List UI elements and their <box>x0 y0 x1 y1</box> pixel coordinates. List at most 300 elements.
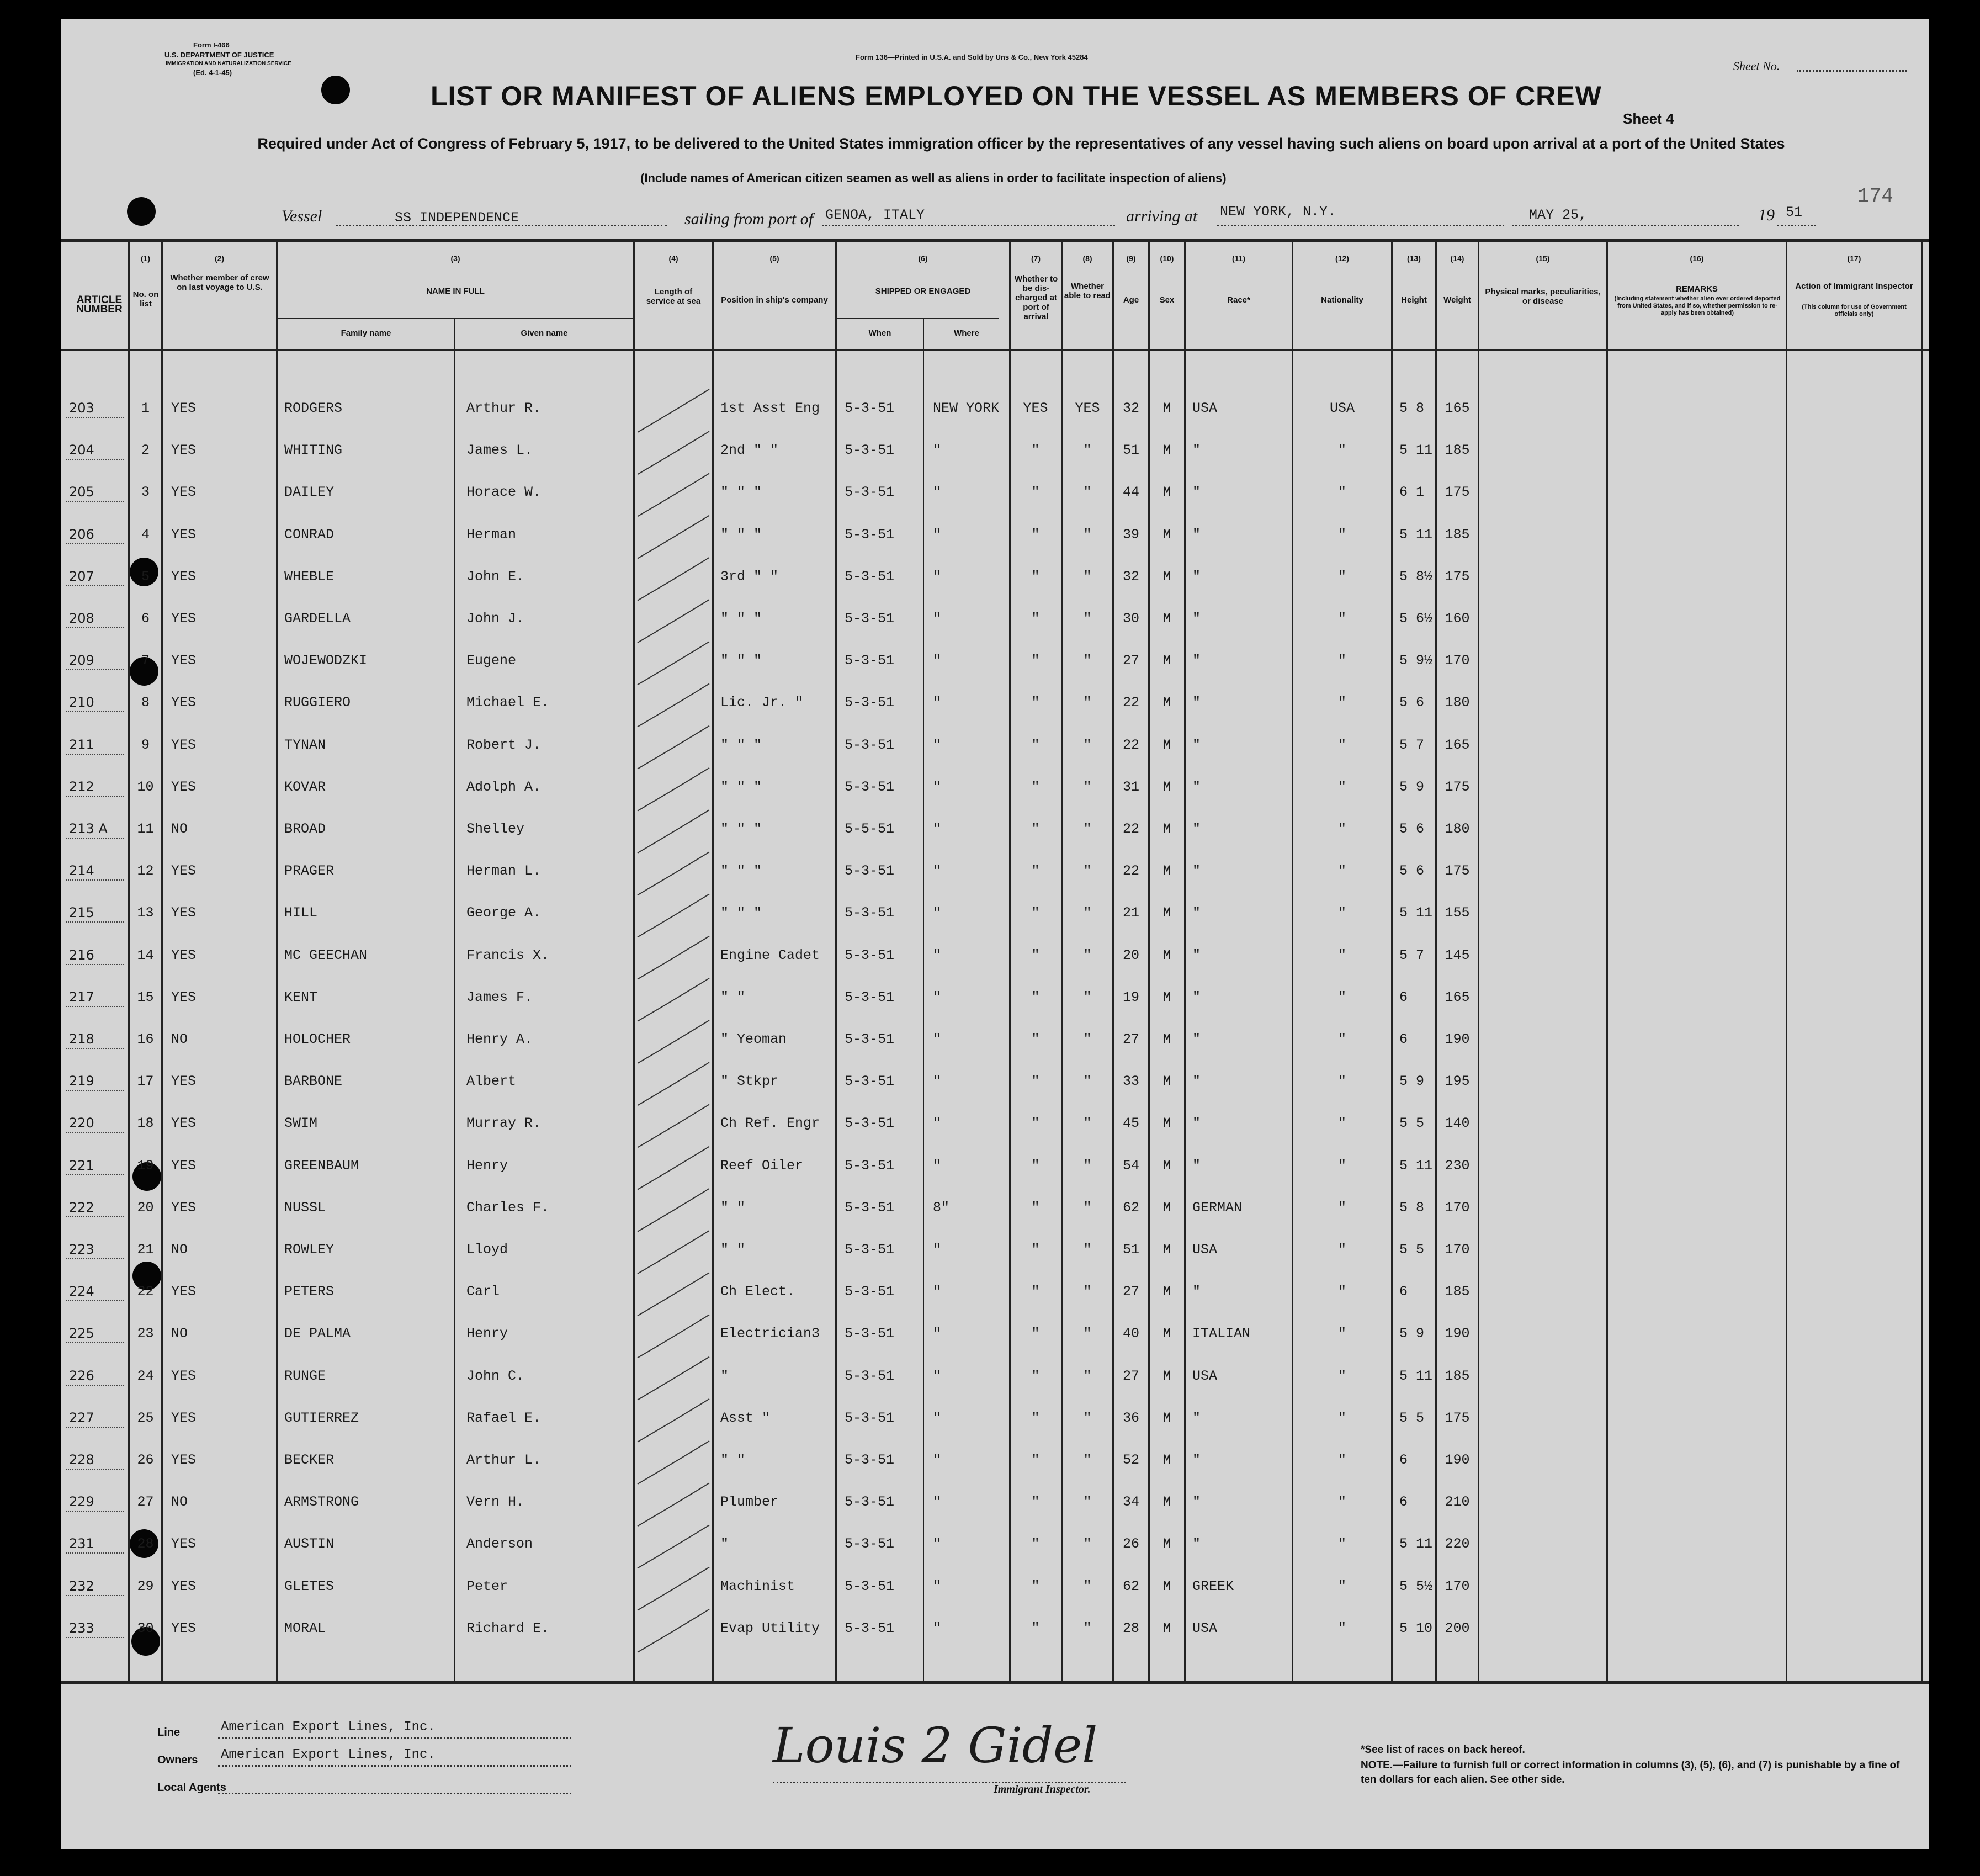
weight-cell: 165 <box>1445 736 1470 753</box>
sex-cell: M <box>1162 1578 1171 1594</box>
position-cell: 1st Asst Eng <box>720 400 820 416</box>
height-cell: 5 9 <box>1399 1073 1425 1090</box>
given-name-cell: Horace W. <box>466 484 542 501</box>
position-cell: Plumber <box>720 1494 779 1511</box>
row-rule <box>66 1469 124 1470</box>
weight-cell: 185 <box>1445 526 1470 543</box>
shipped-where-cell: " <box>933 989 942 1005</box>
age-cell: 52 <box>1122 1452 1139 1468</box>
header-col12-num: (12) <box>1335 254 1349 263</box>
height-cell: 5 7 <box>1399 947 1425 963</box>
shipped-when-cell: 5-3-51 <box>845 611 895 627</box>
row-rule <box>66 543 124 544</box>
given-name-cell: Herman L. <box>466 863 542 879</box>
line-value: American Export Lines, Inc. <box>221 1720 436 1735</box>
service-tick <box>638 1315 709 1358</box>
family-name-cell: HILL <box>284 905 318 921</box>
height-cell: 5 5½ <box>1399 1578 1433 1594</box>
discharged-cell: " <box>1031 1620 1040 1636</box>
shipped-when-cell: 5-3-51 <box>845 442 895 459</box>
header-sex: Sex <box>1159 295 1175 305</box>
shipped-where-cell: " <box>933 653 942 669</box>
discharged-cell: " <box>1031 1031 1040 1047</box>
weight-cell: 210 <box>1445 1494 1470 1511</box>
family-name-cell: GUTIERREZ <box>284 1409 359 1426</box>
shipped-where-cell: " <box>933 1284 942 1300</box>
age-cell: 33 <box>1122 1073 1139 1090</box>
able-to-read-cell: " <box>1083 821 1092 837</box>
race-cell: USA <box>1192 400 1218 416</box>
able-to-read-cell: " <box>1083 1368 1092 1384</box>
row-rule <box>66 1637 124 1638</box>
service-tick <box>638 1441 709 1484</box>
nationality-cell: " <box>1337 1620 1346 1636</box>
weight-cell: 170 <box>1445 1242 1470 1258</box>
discharged-cell: " <box>1031 1578 1040 1594</box>
discharged-cell: " <box>1031 611 1040 627</box>
discharged-cell: " <box>1031 568 1040 585</box>
family-name-cell: SWIM <box>284 1115 318 1132</box>
age-cell: 51 <box>1122 442 1139 459</box>
article-number-cell: 210 <box>69 695 94 711</box>
age-cell: 19 <box>1122 989 1139 1005</box>
age-cell: 27 <box>1122 1368 1139 1384</box>
shipped-where-cell: " <box>933 1031 942 1047</box>
header-col15-num: (15) <box>1536 254 1550 263</box>
service-tick <box>638 1189 709 1232</box>
agents-field <box>218 1793 571 1794</box>
shipped-when-cell: 5-3-51 <box>845 989 895 1005</box>
list-number-cell: 4 <box>141 526 150 543</box>
able-to-read-cell: " <box>1083 1157 1092 1174</box>
races-note: *See list of races on back hereof. <box>1361 1744 1525 1756</box>
family-name-cell: PRAGER <box>284 863 335 879</box>
list-number-cell: 15 <box>137 989 154 1005</box>
given-name-cell: Anderson <box>466 1536 533 1552</box>
shipped-when-cell: 5-3-51 <box>845 1368 895 1384</box>
service-tick <box>638 516 709 559</box>
age-cell: 22 <box>1122 695 1139 711</box>
age-cell: 20 <box>1122 947 1139 963</box>
shipped-where-cell: " <box>933 778 942 795</box>
height-cell: 6 <box>1399 1494 1408 1511</box>
position-cell: " " <box>720 1199 746 1216</box>
list-number-cell: 26 <box>137 1452 154 1468</box>
article-number-cell: 226 <box>69 1368 94 1384</box>
sex-cell: M <box>1162 1073 1171 1090</box>
list-number-cell: 28 <box>137 1536 154 1552</box>
family-name-cell: RODGERS <box>284 400 343 416</box>
weight-cell: 165 <box>1445 400 1470 416</box>
weight-cell: 195 <box>1445 1073 1470 1090</box>
vessel-name: SS INDEPENDENCE <box>395 210 519 226</box>
sex-cell: M <box>1162 1620 1171 1636</box>
shipped-when-cell: 5-5-51 <box>845 821 895 837</box>
service-tick <box>638 473 709 516</box>
able-to-read-cell: " <box>1083 989 1092 1005</box>
row-rule <box>66 1174 124 1175</box>
given-name-cell: Francis X. <box>466 947 550 963</box>
form-id: Form I-466 <box>193 41 230 49</box>
previous-voyage-cell: YES <box>171 526 197 543</box>
nationality-cell: " <box>1337 736 1346 753</box>
height-cell: 5 10 <box>1399 1620 1433 1636</box>
service-tick <box>638 1399 709 1442</box>
discharged-cell: " <box>1031 1326 1040 1342</box>
nationality-cell: " <box>1337 778 1346 795</box>
discharged-cell: " <box>1031 947 1040 963</box>
given-name-cell: John J. <box>466 611 525 627</box>
nationality-cell: " <box>1337 1326 1346 1342</box>
article-number-cell: 214 <box>69 863 94 879</box>
position-cell: Machinist <box>720 1578 795 1594</box>
position-cell: " <box>720 1536 729 1552</box>
discharged-cell: " <box>1031 442 1040 459</box>
previous-voyage-cell: NO <box>171 1494 188 1511</box>
given-name-cell: Henry <box>466 1326 508 1342</box>
previous-voyage-cell: YES <box>171 905 197 921</box>
shipped-where-cell: " <box>933 863 942 879</box>
list-number-cell: 30 <box>137 1620 154 1636</box>
previous-voyage-cell: YES <box>171 442 197 459</box>
shipped-when-cell: 5-3-51 <box>845 1452 895 1468</box>
weight-cell: 140 <box>1445 1115 1470 1132</box>
nationality-cell: " <box>1337 695 1346 711</box>
previous-voyage-cell: YES <box>171 1452 197 1468</box>
manifest-sheet <box>61 19 1929 1849</box>
family-name-cell: BROAD <box>284 821 326 837</box>
able-to-read-cell: " <box>1083 905 1092 921</box>
shipped-where-cell: " <box>933 1242 942 1258</box>
race-cell: " <box>1192 611 1201 627</box>
position-cell: " " <box>720 1452 746 1468</box>
discharged-cell: " <box>1031 1494 1040 1511</box>
race-cell: GERMAN <box>1192 1199 1243 1216</box>
given-name-cell: James F. <box>466 989 533 1005</box>
list-number-cell: 10 <box>137 778 154 795</box>
discharged-cell: " <box>1031 695 1040 711</box>
shipped-where-cell: " <box>933 1494 942 1511</box>
inspector-signature: Louis 2 Gidel <box>773 1717 1098 1774</box>
previous-voyage-cell: YES <box>171 1284 197 1300</box>
weight-cell: 200 <box>1445 1620 1470 1636</box>
discharged-cell: " <box>1031 1284 1040 1300</box>
list-number-cell: 22 <box>137 1284 154 1300</box>
age-cell: 27 <box>1122 1031 1139 1047</box>
sex-cell: M <box>1162 1199 1171 1216</box>
race-cell: " <box>1192 863 1201 879</box>
able-to-read-cell: " <box>1083 484 1092 501</box>
race-cell: " <box>1192 1284 1201 1300</box>
given-name-cell: Arthur R. <box>466 400 542 416</box>
header-when: When <box>868 328 891 338</box>
position-cell: Ch Ref. Engr <box>720 1115 820 1132</box>
nationality-cell: " <box>1337 905 1346 921</box>
sheet-number: Sheet 4 <box>1623 110 1674 127</box>
race-cell: " <box>1192 1073 1201 1090</box>
list-number-cell: 14 <box>137 947 154 963</box>
article-number-cell: 229 <box>69 1494 94 1510</box>
age-cell: 32 <box>1122 400 1139 416</box>
discharged-cell: " <box>1031 905 1040 921</box>
header-col2-num: (2) <box>214 254 225 263</box>
previous-voyage-cell: YES <box>171 695 197 711</box>
shipped-when-cell: 5-3-51 <box>845 1157 895 1174</box>
article-number-cell: 213 A <box>69 821 108 836</box>
given-name-cell: Richard E. <box>466 1620 550 1636</box>
given-name-cell: Adolph A. <box>466 778 542 795</box>
article-number-cell: 222 <box>69 1199 94 1215</box>
race-cell: " <box>1192 568 1201 585</box>
header-col9-num: (9) <box>1126 254 1136 263</box>
header-col6-num: (6) <box>918 254 928 263</box>
shipped-where-cell: " <box>933 442 942 459</box>
able-to-read-cell: " <box>1083 1536 1092 1552</box>
family-name-cell: WHITING <box>284 442 343 459</box>
position-cell: " " <box>720 1242 746 1258</box>
nationality-cell: " <box>1337 1031 1346 1047</box>
age-cell: 62 <box>1122 1578 1139 1594</box>
height-cell: 6 <box>1399 1452 1408 1468</box>
port-from: GENOA, ITALY <box>825 207 925 223</box>
shipped-where-cell: " <box>933 1452 942 1468</box>
list-number-cell: 27 <box>137 1494 154 1511</box>
line-field <box>218 1737 571 1739</box>
weight-cell: 175 <box>1445 484 1470 501</box>
discharged-cell: " <box>1031 863 1040 879</box>
discharged-cell: " <box>1031 1409 1040 1426</box>
nationality-cell: " <box>1337 1242 1346 1258</box>
family-name-cell: KENT <box>284 989 318 1005</box>
shipped-when-cell: 5-3-51 <box>845 778 895 795</box>
position-cell: " " " <box>720 653 762 669</box>
shipped-when-cell: 5-3-51 <box>845 1031 895 1047</box>
position-cell: 3rd " " <box>720 568 779 585</box>
given-name-cell: Shelley <box>466 821 525 837</box>
discharged-cell: " <box>1031 526 1040 543</box>
row-rule <box>66 1258 124 1259</box>
able-to-read-cell: " <box>1083 695 1092 711</box>
able-to-read-cell: " <box>1083 1578 1092 1594</box>
height-cell: 5 6 <box>1399 695 1425 711</box>
nationality-cell: " <box>1337 1578 1346 1594</box>
shipped-where-cell: " <box>933 1536 942 1552</box>
height-cell: 5 11 <box>1399 526 1433 543</box>
row-rule <box>66 879 124 881</box>
header-shipped: SHIPPED OR ENGAGED <box>875 287 971 296</box>
owners-field <box>218 1765 571 1767</box>
service-tick <box>638 1525 709 1568</box>
age-cell: 45 <box>1122 1115 1139 1132</box>
family-name-cell: HOLOCHER <box>284 1031 351 1047</box>
able-to-read-cell: " <box>1083 1284 1092 1300</box>
sex-cell: M <box>1162 1494 1171 1511</box>
able-to-read-cell: YES <box>1075 400 1100 416</box>
height-cell: 6 <box>1399 1031 1408 1047</box>
height-cell: 6 <box>1399 1284 1408 1300</box>
sheet-no-label: Sheet No. <box>1733 59 1780 73</box>
position-cell: " " " <box>720 821 762 837</box>
service-tick <box>638 810 709 853</box>
position-cell: " " " <box>720 526 762 543</box>
race-cell: " <box>1192 695 1201 711</box>
nationality-cell: " <box>1337 1157 1346 1174</box>
header-race: Race* <box>1227 295 1250 305</box>
race-cell: " <box>1192 905 1201 921</box>
shipped-when-cell: 5-3-51 <box>845 1284 895 1300</box>
position-cell: 2nd " " <box>720 442 779 459</box>
height-cell: 5 11 <box>1399 905 1433 921</box>
sex-cell: M <box>1162 1409 1171 1426</box>
race-cell: " <box>1192 526 1201 543</box>
age-cell: 36 <box>1122 1409 1139 1426</box>
nationality-cell: " <box>1337 1073 1346 1090</box>
race-cell: " <box>1192 653 1201 669</box>
header-weight: Weight <box>1443 295 1471 305</box>
list-number-cell: 9 <box>141 736 150 753</box>
sex-cell: M <box>1162 863 1171 879</box>
service-tick <box>638 642 709 685</box>
race-cell: " <box>1192 1115 1201 1132</box>
weight-cell: 190 <box>1445 1326 1470 1342</box>
race-cell: " <box>1192 821 1201 837</box>
height-cell: 5 11 <box>1399 1157 1433 1174</box>
position-cell: " " " <box>720 863 762 879</box>
given-name-cell: John C. <box>466 1368 525 1384</box>
shipped-when-cell: 5-3-51 <box>845 1578 895 1594</box>
age-cell: 39 <box>1122 526 1139 543</box>
position-cell: Evap Utility <box>720 1620 820 1636</box>
sex-cell: M <box>1162 821 1171 837</box>
nationality-cell: " <box>1337 1409 1346 1426</box>
service-tick <box>638 1567 709 1610</box>
family-name-cell: GARDELLA <box>284 611 351 627</box>
height-cell: 5 7 <box>1399 736 1425 753</box>
sex-cell: M <box>1162 1031 1171 1047</box>
shipped-where-cell: " <box>933 1073 942 1090</box>
service-tick <box>638 1020 709 1063</box>
article-number-cell: 220 <box>69 1115 94 1131</box>
header-given-name: Given name <box>521 328 568 338</box>
inspector-label: Immigrant Inspector. <box>994 1783 1091 1795</box>
shipped-where-cell: NEW YORK <box>933 400 1000 416</box>
able-to-read-cell: " <box>1083 1031 1092 1047</box>
service: IMMIGRATION AND NATURALIZATION SERVICE <box>166 61 291 67</box>
service-tick <box>638 1273 709 1316</box>
height-cell: 5 9 <box>1399 778 1425 795</box>
header-name-in-full: NAME IN FULL <box>426 287 485 296</box>
sex-cell: M <box>1162 1326 1171 1342</box>
race-cell: " <box>1192 947 1201 963</box>
service-tick <box>638 389 709 432</box>
shipped-where-cell: " <box>933 821 942 837</box>
article-number-cell: 218 <box>69 1031 94 1047</box>
list-number-cell: 12 <box>137 863 154 879</box>
nationality-cell: " <box>1337 653 1346 669</box>
shipped-when-cell: 5-3-51 <box>845 947 895 963</box>
shipped-when-cell: 5-3-51 <box>845 1073 895 1090</box>
weight-cell: 185 <box>1445 1368 1470 1384</box>
header-nationality: Nationality <box>1321 295 1363 305</box>
list-number-cell: 2 <box>141 442 150 459</box>
race-cell: " <box>1192 778 1201 795</box>
edition: (Ed. 4-1-45) <box>193 68 232 77</box>
nationality-cell: " <box>1337 442 1346 459</box>
row-rule <box>66 585 124 586</box>
article-number-cell: 209 <box>69 653 94 669</box>
discharged-cell: " <box>1031 1115 1040 1132</box>
header-discharged: Whether to be dis-charged at port of arrival <box>1014 274 1058 321</box>
row-rule <box>66 964 124 965</box>
height-cell: 5 5 <box>1399 1409 1425 1426</box>
position-cell: Engine Cadet <box>720 947 820 963</box>
row-rule <box>66 921 124 923</box>
article-number-cell: 215 <box>69 905 94 921</box>
row-rule <box>66 1300 124 1301</box>
service-tick <box>638 978 709 1021</box>
weight-cell: 175 <box>1445 1409 1470 1426</box>
given-name-cell: Robert J. <box>466 736 542 753</box>
service-tick <box>638 1147 709 1190</box>
shipped-when-cell: 5-3-51 <box>845 653 895 669</box>
sex-cell: M <box>1162 905 1171 921</box>
height-cell: 5 5 <box>1399 1242 1425 1258</box>
shipped-where-cell: " <box>933 947 942 963</box>
family-name-cell: AUSTIN <box>284 1536 335 1552</box>
shipped-when-cell: 5-3-51 <box>845 1494 895 1511</box>
discharged-cell: " <box>1031 1157 1040 1174</box>
position-cell: " " <box>720 989 746 1005</box>
age-cell: 32 <box>1122 568 1139 585</box>
position-cell: " Stkpr <box>720 1073 779 1090</box>
age-cell: 22 <box>1122 736 1139 753</box>
list-number-cell: 24 <box>137 1368 154 1384</box>
shipped-where-cell: " <box>933 1326 942 1342</box>
age-cell: 21 <box>1122 905 1139 921</box>
given-name-cell: James L. <box>466 442 533 459</box>
line-label: Line <box>157 1726 181 1739</box>
nationality-cell: " <box>1337 947 1346 963</box>
previous-voyage-cell: YES <box>171 1073 197 1090</box>
shipped-when-cell: 5-3-51 <box>845 1115 895 1132</box>
shipped-where-cell: " <box>933 905 942 921</box>
row-rule <box>66 1552 124 1554</box>
race-cell: ITALIAN <box>1192 1326 1251 1342</box>
height-cell: 5 8½ <box>1399 568 1433 585</box>
row-rule <box>66 1511 124 1512</box>
article-number-cell: 231 <box>69 1536 94 1552</box>
able-to-read-cell: " <box>1083 1326 1092 1342</box>
shipped-where-cell: " <box>933 568 942 585</box>
race-cell: USA <box>1192 1242 1218 1258</box>
nationality-cell: " <box>1337 1452 1346 1468</box>
previous-voyage-cell: YES <box>171 1368 197 1384</box>
race-cell: " <box>1192 1409 1201 1426</box>
list-number-cell: 6 <box>141 611 150 627</box>
weight-cell: 170 <box>1445 1199 1470 1216</box>
family-name-cell: GREENBAUM <box>284 1157 359 1174</box>
previous-voyage-cell: YES <box>171 1409 197 1426</box>
header-col16-num: (16) <box>1690 254 1704 263</box>
given-name-cell: Carl <box>466 1284 500 1300</box>
family-name-cell: DE PALMA <box>284 1326 351 1342</box>
sex-cell: M <box>1162 568 1171 585</box>
row-rule <box>66 1427 124 1428</box>
row-rule <box>66 711 124 712</box>
discharged-cell: " <box>1031 736 1040 753</box>
family-name-cell: TYNAN <box>284 736 326 753</box>
sex-cell: M <box>1162 1115 1171 1132</box>
